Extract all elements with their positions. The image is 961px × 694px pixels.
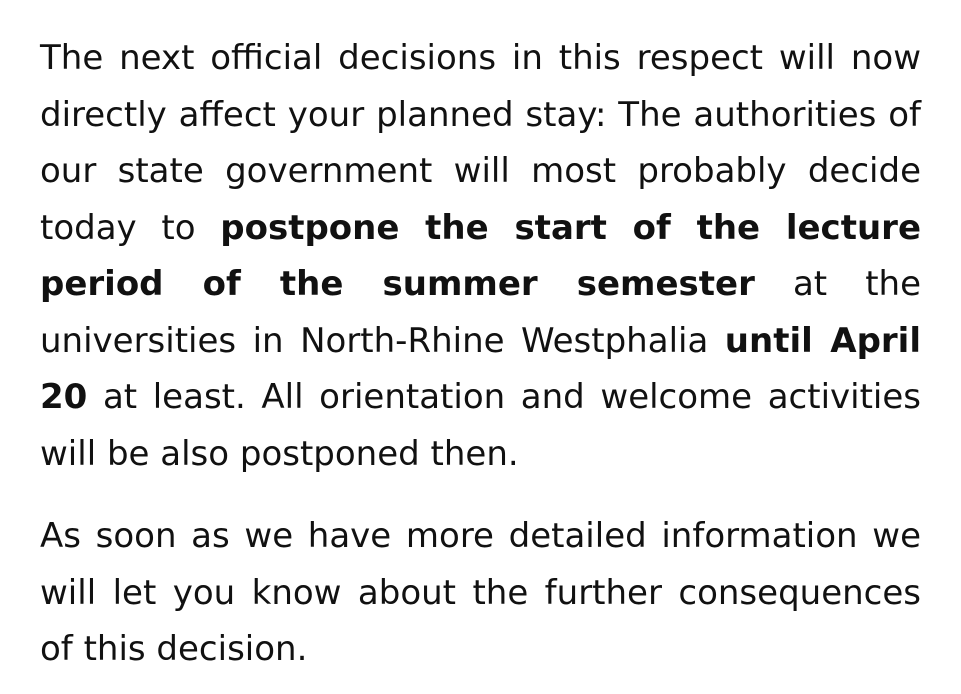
paragraph1-bold-date: until April 20 [40, 320, 921, 417]
paragraph-postponement [40, 30, 921, 482]
paragraph-further-info [40, 508, 921, 678]
message-body [40, 30, 921, 678]
paragraph1-text-1: The next official decisions in this respect will now directly affect your planned stay: The authorities of our state government will most probably decide today to [40, 38, 921, 248]
paragraph1-text-2: at the universities in North-Rhine Westphalia [40, 264, 921, 361]
paragraph2-text: As soon as we have more detailed information we will let you know about the further consequences of this decision. [40, 516, 921, 669]
paragraph1-bold-postpone: postpone the start of the lecture period of the summer semester [40, 207, 921, 304]
paragraph1-text-3: at least. All orientation and welcome activities will be also postponed then. [40, 377, 921, 474]
